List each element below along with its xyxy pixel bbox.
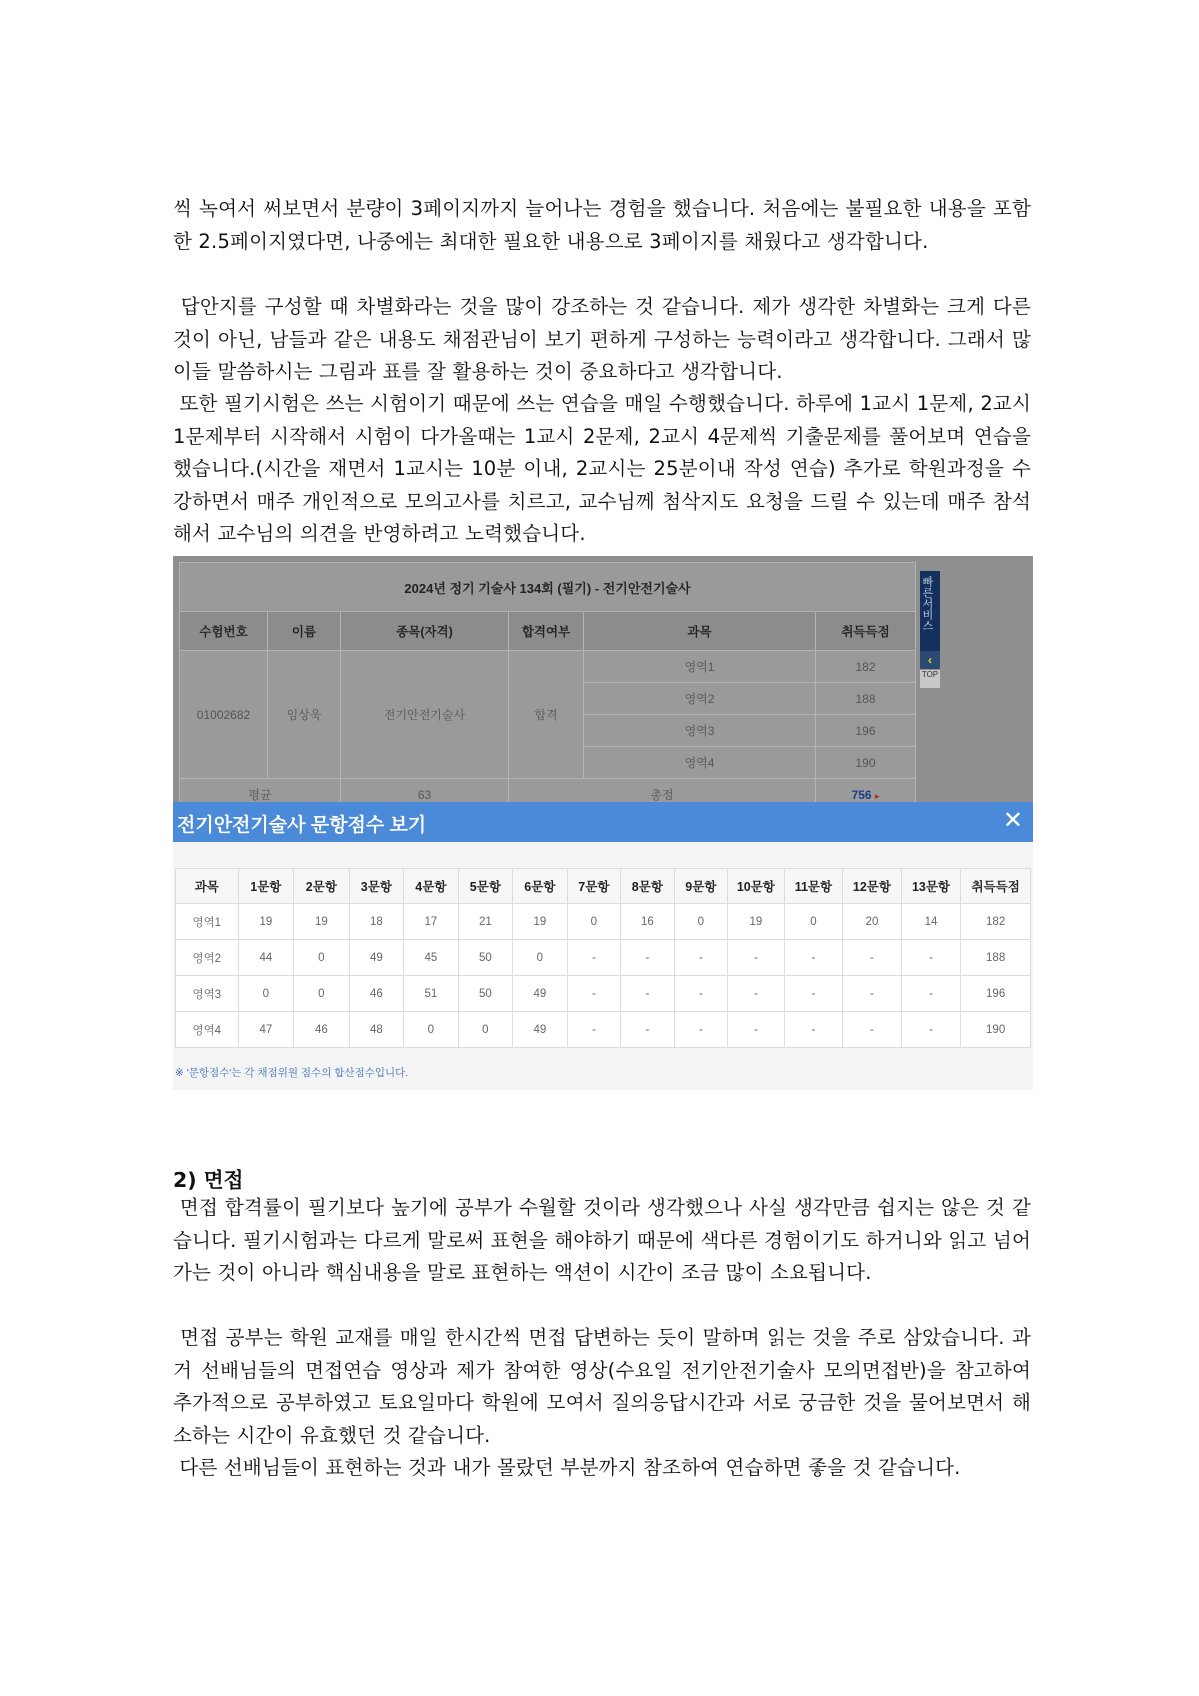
item-score-table [175, 868, 1031, 1048]
item-score-cell: 0 [404, 1012, 459, 1048]
body-paragraph: 면접 합격률이 필기보다 높기에 공부가 수월할 것이라 생각했으나 사실 생각만큼 쉽지는 않은 것 같습니다. 필기시험과는 다르게 말로써 표현을 해야하기 때문에 색다른 경험이기도 하거니와 읽고 넘어가는 것이 아니라 핵심내용을 말로 표현하는 액션이 시간이 조금 많이 소요됩니다. [173, 1196, 1031, 1284]
body-paragraph: 씩 녹여서 써보면서 분량이 3페이지까지 늘어나는 경험을 했습니다. 처음에는 불필요한 내용을 포함한 2.5페이지였다면, 나중에는 최대한 필요한 내용으로 3페이지를 채웠다고 생각합니다. [173, 197, 1031, 253]
header-qualification: 종목(자격) [341, 612, 509, 651]
item-score-cell: 47 [238, 1012, 294, 1048]
subject-name: 영역1 [584, 651, 816, 683]
item-score-cell: - [621, 1012, 675, 1048]
item-subject-cell: 영역3 [176, 976, 239, 1012]
item-header-cell: 9문항 [674, 869, 728, 904]
item-header-cell: 7문항 [567, 869, 621, 904]
modal-header [173, 802, 1033, 842]
item-score-cell: - [621, 976, 675, 1012]
item-score-cell: 0 [238, 976, 294, 1012]
top-button[interactable] [920, 670, 940, 688]
header-score: 취득득점 [816, 612, 916, 651]
item-header-cell: 3문항 [349, 869, 404, 904]
item-header-cell: 4문항 [404, 869, 459, 904]
item-header-cell: 취득득점 [961, 869, 1031, 904]
item-score-cell: - [674, 1012, 728, 1048]
item-table-header [176, 869, 1031, 904]
chevron-left-icon[interactable]: ‹ [920, 651, 940, 669]
subject-score: 182 [816, 651, 916, 683]
note-text: ※ '문항점수'는 각 채점위원 점수의 합산점수입니다. [175, 1067, 409, 1079]
item-header-cell: 13문항 [901, 869, 961, 904]
result-table [179, 562, 916, 811]
subject-name: 영역2 [584, 683, 816, 715]
item-score-cell: 48 [349, 1012, 404, 1048]
header-exam-number: 수험번호 [180, 612, 268, 651]
item-score-cell: - [567, 940, 621, 976]
item-score-cell: 19 [238, 904, 294, 940]
item-score-cell: 17 [404, 904, 459, 940]
item-score-cell: - [901, 1012, 961, 1048]
item-header-cell: 5문항 [458, 869, 513, 904]
item-score-cell: - [784, 1012, 843, 1048]
result-panel [173, 556, 1033, 802]
subject-name: 영역4 [584, 747, 816, 779]
modal-body [173, 842, 1033, 1090]
item-subject-cell: 영역4 [176, 1012, 239, 1048]
item-score-cell: 0 [294, 976, 350, 1012]
subject-score: 188 [816, 683, 916, 715]
item-score-cell: 46 [349, 976, 404, 1012]
item-score-cell: - [674, 940, 728, 976]
item-header-cell: 1문항 [238, 869, 294, 904]
item-score-cell: 196 [961, 976, 1031, 1012]
item-score-cell: 46 [294, 1012, 350, 1048]
body-paragraph: 다른 선배님들이 표현하는 것과 내가 몰랐던 부분까지 참조하여 연습하면 좋을 것 같습니다. [179, 1456, 961, 1479]
item-score-cell: 20 [843, 904, 902, 940]
item-score-cell: - [674, 976, 728, 1012]
item-score-cell: 0 [674, 904, 728, 940]
item-header-cell: 과목 [176, 869, 239, 904]
item-score-cell: - [843, 1012, 902, 1048]
quick-service-bar[interactable] [920, 571, 940, 669]
subject-score: 190 [816, 747, 916, 779]
section-heading: 2) 면접 [173, 1168, 244, 1192]
item-header-cell: 6문항 [513, 869, 568, 904]
item-header-cell: 8문항 [621, 869, 675, 904]
exam-number: 01002682 [180, 651, 268, 779]
candidate-name: 임상욱 [268, 651, 341, 779]
item-score-cell: 0 [784, 904, 843, 940]
item-score-cell: 19 [294, 904, 350, 940]
item-header-cell: 11문항 [784, 869, 843, 904]
item-row [176, 1012, 1031, 1048]
average-value: 63 [341, 779, 509, 811]
item-subject-cell: 영역1 [176, 904, 239, 940]
item-score-cell: - [728, 1012, 785, 1048]
modal-title: 전기안전기술사 문항점수 보기 [177, 815, 427, 836]
item-row [176, 940, 1031, 976]
item-subject-cell: 영역2 [176, 940, 239, 976]
item-score-cell: 50 [458, 976, 513, 1012]
item-score-cell: 49 [513, 1012, 568, 1048]
exam-result-screenshot [173, 556, 1033, 1090]
item-score-cell: 44 [238, 940, 294, 976]
item-score-cell: - [843, 976, 902, 1012]
item-score-cell: 190 [961, 1012, 1031, 1048]
item-header-cell: 12문항 [843, 869, 902, 904]
item-score-cell: 51 [404, 976, 459, 1012]
item-score-cell: - [901, 976, 961, 1012]
item-row [176, 976, 1031, 1012]
item-score-cell: - [567, 1012, 621, 1048]
item-score-cell: 19 [513, 904, 568, 940]
item-score-cell: 0 [567, 904, 621, 940]
item-score-cell: - [621, 940, 675, 976]
item-header-cell: 2문항 [294, 869, 350, 904]
result-caption: 2024년 정기 기술사 134회 (필기) - 전기안전기술사 [180, 563, 916, 612]
item-score-cell: - [728, 940, 785, 976]
arrow-right-icon: ▸ [874, 790, 880, 801]
item-score-cell: 0 [294, 940, 350, 976]
header-name: 이름 [268, 612, 341, 651]
item-score-cell: 50 [458, 940, 513, 976]
qualification: 전기안전기술사 [341, 651, 509, 779]
item-score-cell: - [843, 940, 902, 976]
item-score-cell: 182 [961, 904, 1031, 940]
item-score-cell: 45 [404, 940, 459, 976]
quick-service-label: 빠른서비스 [921, 576, 933, 631]
total-value: 756 [851, 787, 872, 802]
item-row [176, 904, 1031, 940]
total-label: 총점 [509, 779, 816, 811]
item-score-cell: - [567, 976, 621, 1012]
item-score-cell: 0 [513, 940, 568, 976]
item-score-cell: - [728, 976, 785, 1012]
item-score-cell: 19 [728, 904, 785, 940]
item-score-cell: 49 [513, 976, 568, 1012]
header-subject: 과목 [584, 612, 816, 651]
body-paragraph: 또한 필기시험은 쓰는 시험이기 때문에 쓰는 연습을 매일 수행했습니다. 하루에 1교시 1문제, 2교시 1문제부터 시작해서 시험이 다가올때는 1교시 2문제, 2교시 4문제씩 기출문제를 풀어보며 연습을 했습니다.(시간을 재면서 1교시는 10분 이내, 2교시는 25분이내 작성 연습) 추가로 학원과정을 수강하면서 매주 개인적으로 모의고사를 치르고, 교수님께 첨삭지도 요청을 드릴 수 있는데 매주 참석해서 교수님의 의견을 반영하려고 노력했습니다. [173, 392, 1031, 545]
item-score-cell: - [901, 940, 961, 976]
header-pass: 합격여부 [509, 612, 584, 651]
item-score-cell: 18 [349, 904, 404, 940]
item-score-cell: - [784, 940, 843, 976]
item-score-cell: 49 [349, 940, 404, 976]
pass-status: 합격 [509, 651, 584, 779]
item-score-cell: 14 [901, 904, 961, 940]
top-label: TOP [921, 670, 939, 679]
item-score-cell: 16 [621, 904, 675, 940]
body-paragraph: 답안지를 구성할 때 차별화라는 것을 많이 강조하는 것 같습니다. 제가 생각한 차별화는 크게 다른 것이 아닌, 남들과 같은 내용도 채점관님이 보기 편하게 구성하는 능력이라고 생각합니다. 그래서 많이들 말씀하시는 그림과 표를 잘 활용하는 것이 중요하다고 생각합니다. [173, 295, 1031, 383]
item-score-cell: 188 [961, 940, 1031, 976]
subject-score: 196 [816, 715, 916, 747]
close-icon[interactable]: ✕ [1002, 807, 1023, 834]
item-score-cell: 21 [458, 904, 513, 940]
subject-name: 영역3 [584, 715, 816, 747]
item-header-cell: 10문항 [728, 869, 785, 904]
body-paragraph: 면접 공부는 학원 교재를 매일 한시간씩 면접 답변하는 듯이 말하며 읽는 것을 주로 삼았습니다. 과거 선배님들의 면접연습 영상과 제가 참여한 영상(수요일 전기안전기술사 모의면접반)을 참고하여 추가적으로 공부하였고 토요일마다 학원에 모여서 질의응답시간과 서로 궁금한 것을 물어보면서 해소하는 시간이 유효했던 것 같습니다. [173, 1326, 1031, 1447]
item-score-cell: 0 [458, 1012, 513, 1048]
average-label: 평균 [180, 779, 341, 811]
item-score-cell: - [784, 976, 843, 1012]
